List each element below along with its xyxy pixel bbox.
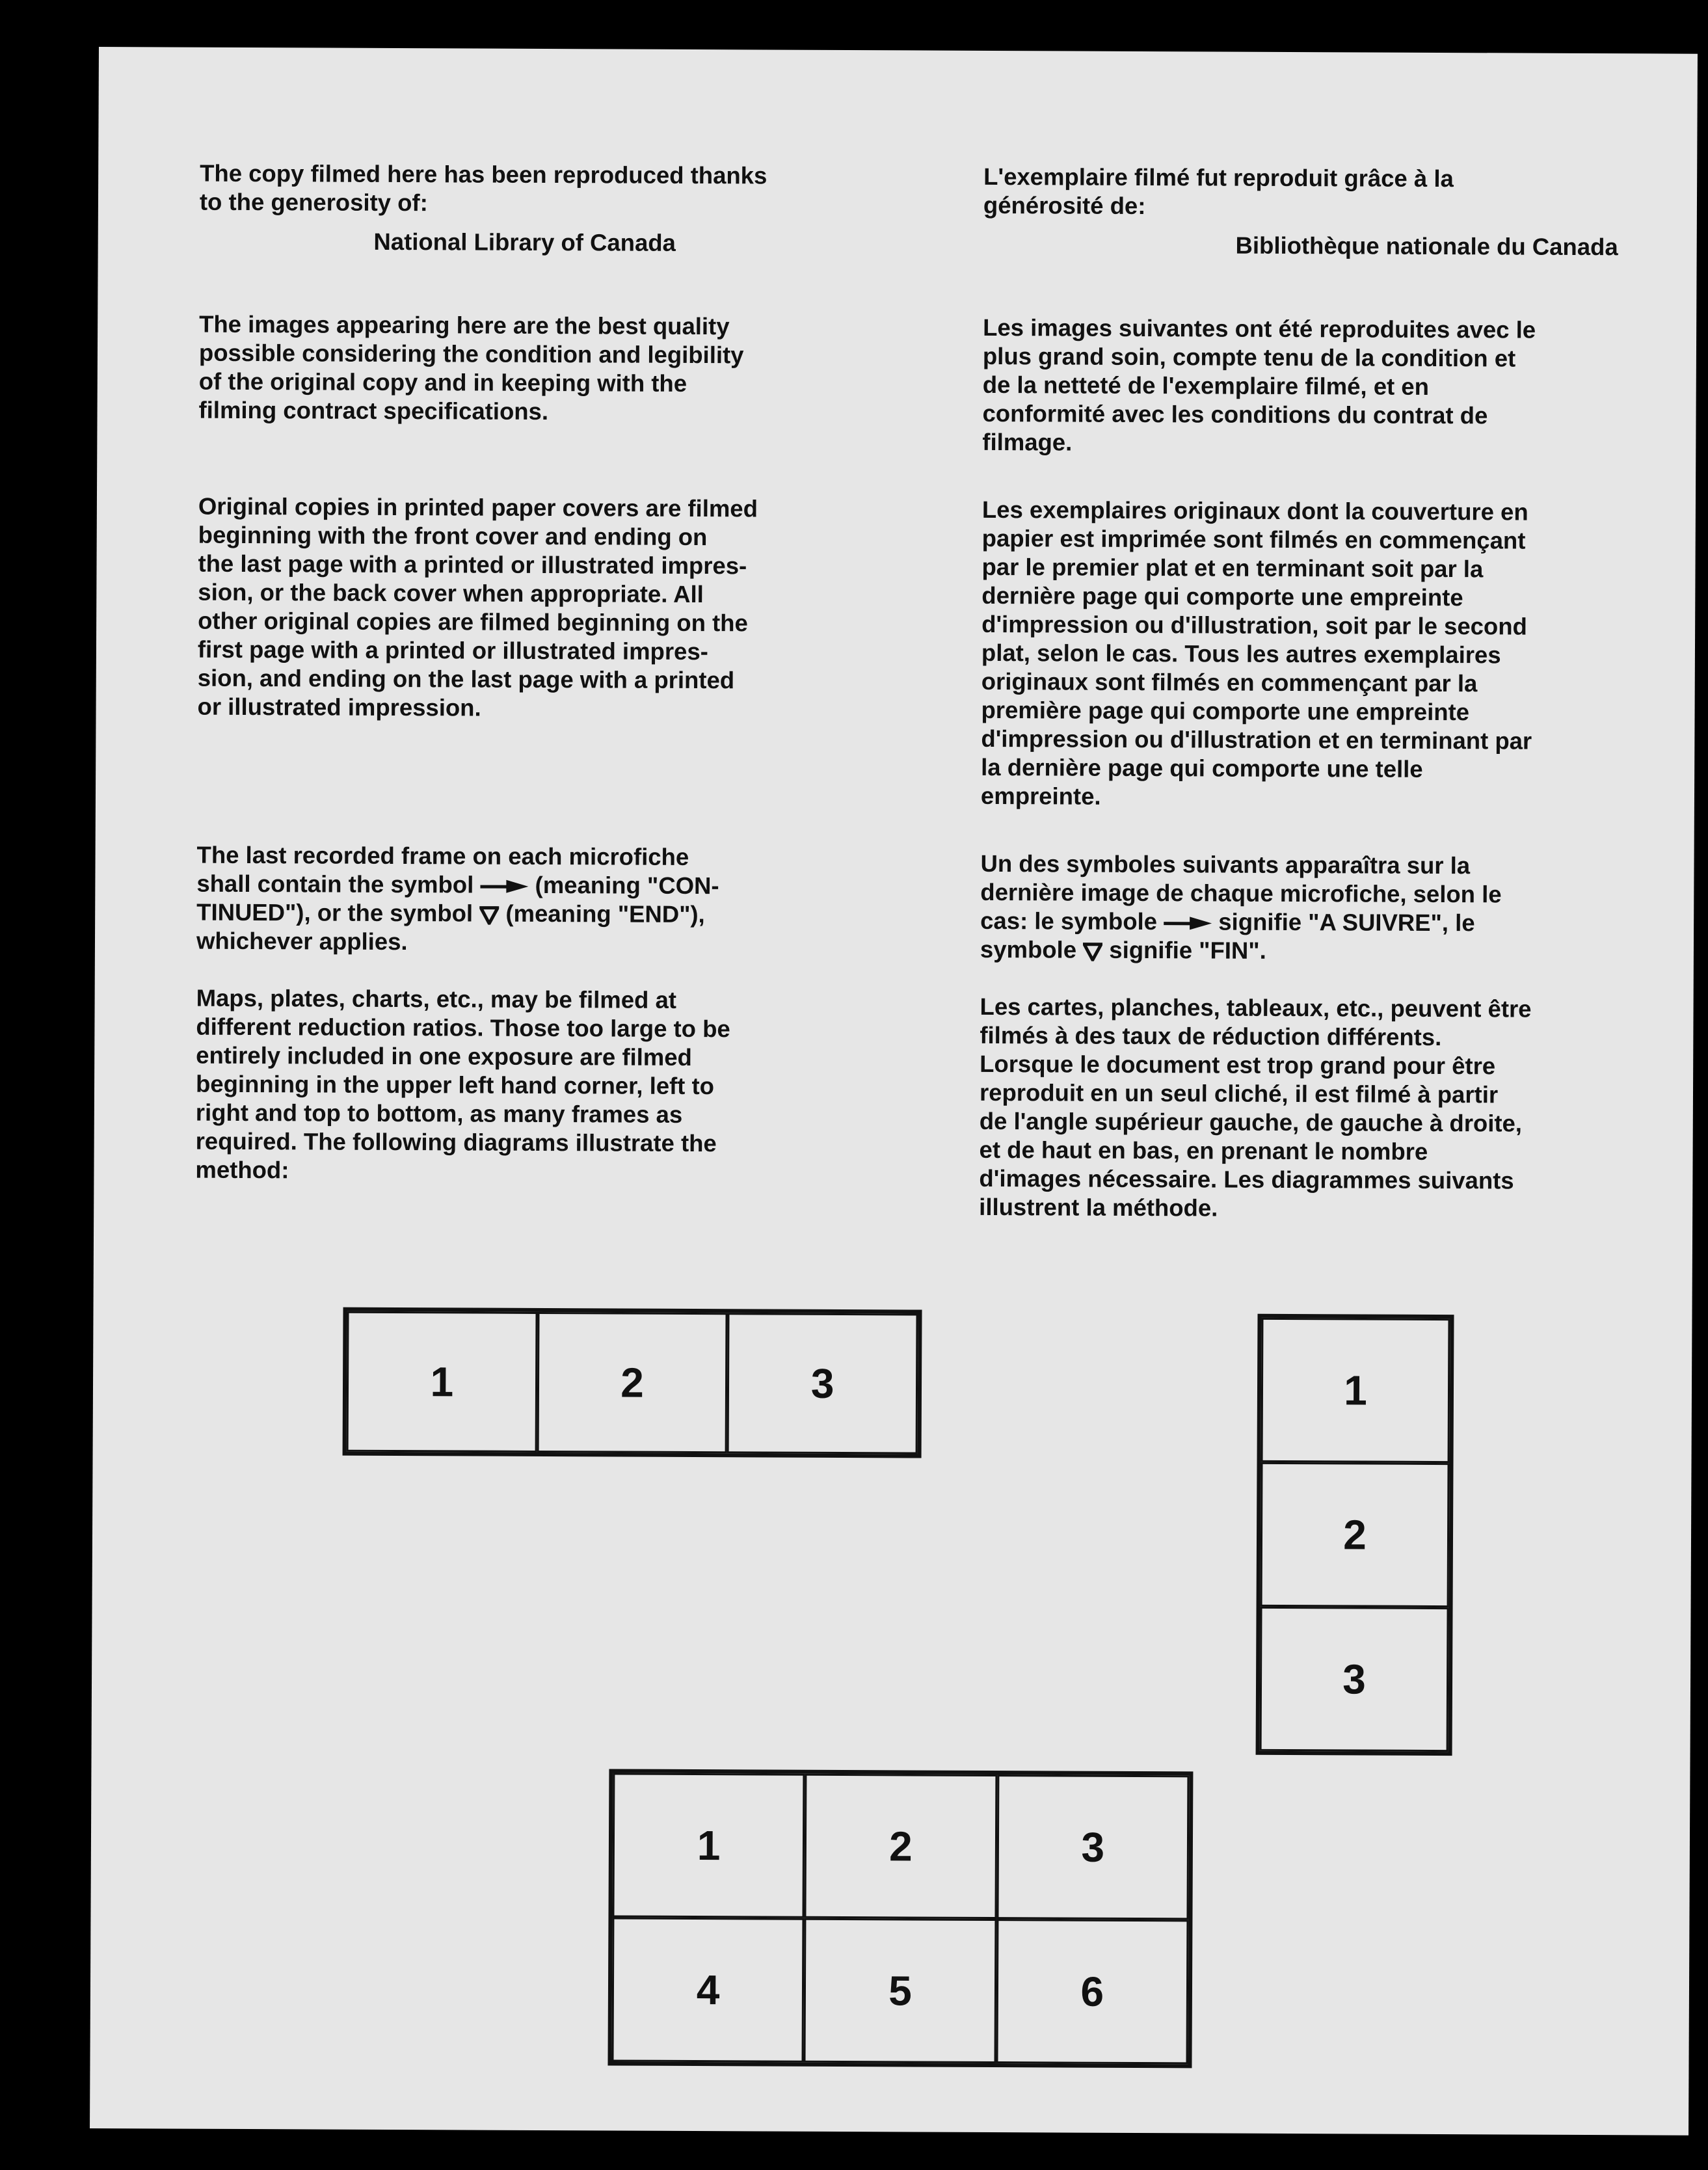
english-quality-paragraph: The images appearing here are the best quality possible considering the condition and legibility of the original copy and in keeping with the filming contract specifications. [198, 310, 744, 425]
english-library-name: National Library of Canada [373, 228, 676, 256]
triangle-down-icon [1083, 942, 1102, 961]
french-symbols-text-c: signifie "FIN". [1102, 936, 1266, 964]
french-symbols-text-a: Un des symboles suivants apparaîtra sur la dernière image de chaque microfiche, selon le cas: le symbole [980, 850, 1502, 935]
english-symbols-text-b: (meaning "CON- TINUED"), or the symbol [196, 871, 719, 927]
english-original-copies-paragraph: Original copies in printed paper covers are filmed beginning with the front cover and ending on the last page with a printed or illustrated impres- sion, or the back cover when appropriate. All other original copies are filmed beginning on the first page with a printed or illustrated impres- sion, and ending on the last page with a printed or illustrated impression. [197, 492, 758, 721]
french-column [979, 163, 1634, 1224]
english-intro: The copy filmed here has been reproduced thanks to the generosity of: [199, 159, 767, 217]
english-symbols-paragraph [196, 841, 847, 958]
frame-cell: 3 [996, 1775, 1189, 1920]
french-symbols-paragraph [980, 850, 1631, 967]
french-original-copies-paragraph: Les exemplaires originaux dont la couverture en papier est imprimée sont filmés en commençant par le premier plat et en terminant soit par la dernière page qui comporte une empreinte d'impression ou d'illustration, soit par le second plat, selon le cas. Tous les autres exemplaires originaux sont filmés en commençant par la première page qui comporte une empreinte d'impression ou d'illustration et en terminant par la dernière page qui comporte une telle empreinte. [980, 496, 1532, 810]
frame-cell: 3 [1260, 1607, 1449, 1752]
french-symbols-text-b: signifie "A SUIVRE", le symbole [980, 908, 1475, 963]
document-page [90, 47, 1698, 2136]
triangle-down-icon [479, 905, 499, 925]
french-intro: L'exemplaire filmé fut reproduit grâce à la générosité de: [983, 163, 1454, 220]
french-maps-paragraph: Les cartes, planches, tableaux, etc., peuvent être filmés à des taux de réduction différents. Lorsque le document est trop grand pour être reproduit en un seul cliché, il est filmé à partir de l'angle supérieur gauche, de gauche à droite, et de haut en bas, en prenant le nombre d'images nécessaire. Les diagrammes suivants illustrent la méthode. [979, 993, 1532, 1222]
frame-cell: 6 [996, 1919, 1188, 2064]
arrow-right-icon [480, 879, 528, 894]
english-symbols-text-c: (meaning "END"), whichever applies. [196, 900, 705, 956]
horizontal-frames-diagram [343, 1307, 922, 1458]
english-column [195, 159, 850, 1187]
french-quality-paragraph: Les images suivantes ont été reproduites avec le plus grand soin, compte tenu de la condition et de la netteté de l'exemplaire filmé, et en conformité avec les conditions du contrat de filmage. [982, 314, 1536, 456]
frame-cell: 5 [804, 1918, 996, 2063]
arrow-right-icon [1164, 916, 1212, 931]
vertical-frames-diagram [1256, 1314, 1454, 1756]
frame-cell: 2 [1261, 1462, 1450, 1607]
french-library-name: Bibliothèque nationale du Canada [1235, 232, 1618, 261]
frame-cell: 1 [347, 1311, 538, 1453]
english-maps-paragraph: Maps, plates, charts, etc., may be filmed at different reduction ratios. Those too large to be entirely included in one exposure are filmed beginning in the upper left hand corner, left to right and top to bottom, as many frames as required. The following diagrams illustrate the method: [195, 984, 730, 1184]
frame-cell: 2 [537, 1312, 728, 1453]
frame-cell: 1 [1261, 1318, 1450, 1463]
frame-cell: 1 [612, 1773, 805, 1918]
grid-frames-diagram [607, 1769, 1193, 2068]
frame-cell: 3 [727, 1313, 918, 1454]
frame-cell: 2 [805, 1774, 997, 1919]
frame-cell: 4 [611, 1917, 804, 2062]
english-symbols-text-a: The last recorded frame on each microfiche shall contain the symbol [196, 841, 689, 898]
